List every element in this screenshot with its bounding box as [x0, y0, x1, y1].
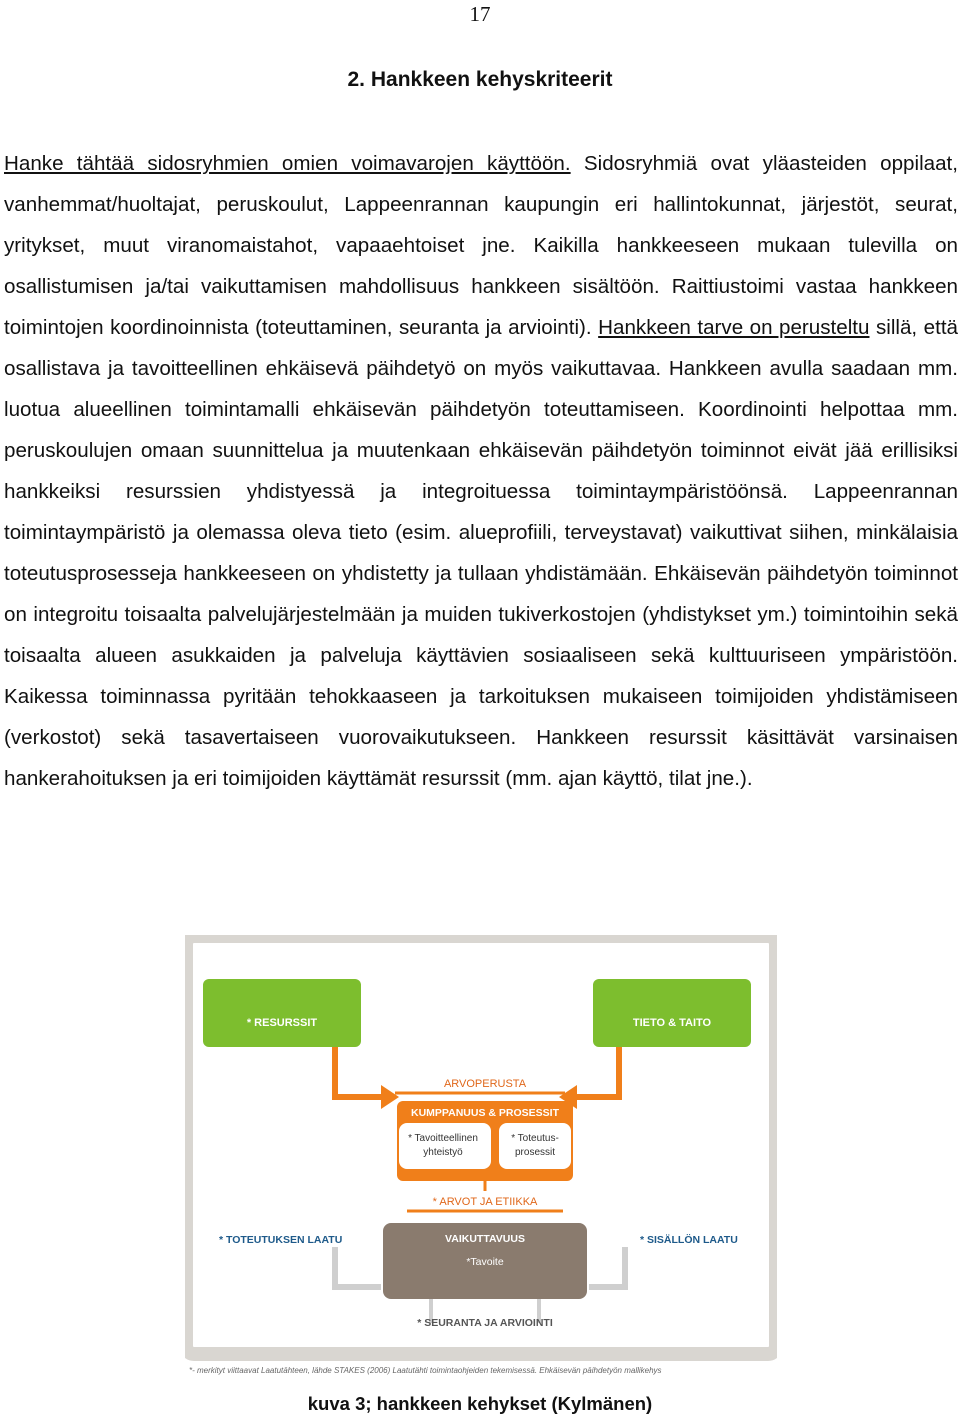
- paragraph-text-1: Sidosryhmiä ovat yläasteiden oppilaat, vanhemmat/huoltajat, peruskoulut, Lappeenrannan kaupungin eri hallintokunnat, järjestöt, seurat, yritykset, muut viranomaistahot, vapaaehtoiset jne. Kaikilla hankkeeseen mukaan tulevilla on osallistumisen ja/tai vaikuttamisen mahdollisuus hankkeen sisältöön. Raittiustoimi vastaa hankkeen toimintojen koordinoinnista (toteuttaminen, seuranta ja arviointi).: [4, 152, 958, 339]
- kumppanuus-label: KUMPPANUUS & PROSESSIT: [411, 1107, 559, 1119]
- tavoitteellinen-label-2: yhteistyö: [423, 1147, 463, 1158]
- underlined-phrase-1: Hanke tähtää sidosryhmien omien voimavarojen käyttöön.: [4, 152, 571, 175]
- toteutus-label-2: prosessit: [514, 1147, 556, 1158]
- figure-footnote: *- merkityt viittaavat Laatutähteen, lähde STAKES (2006) Laatutähti toimintaohjeiden tekemisessä. Ehkäisevän päihdetyön mallikehys: [189, 1366, 662, 1375]
- tavoitteellinen-subbox: [399, 1123, 491, 1169]
- figure-caption: kuva 3; hankkeen kehykset (Kylmänen): [307, 1393, 653, 1414]
- resurssit-box: [203, 979, 361, 1047]
- underlined-phrase-2: Hankkeen tarve on perusteltu: [598, 316, 870, 339]
- tieto-taito-box: [593, 979, 751, 1047]
- seuranta-label: * SEURANTA JA ARVIOINTI: [417, 1317, 553, 1329]
- vaikuttavuus-label: VAIKUTTAVUUS: [445, 1233, 525, 1245]
- body-paragraph: [4, 143, 958, 799]
- tieto-taito-label: TIETO & TAITO: [632, 1017, 712, 1029]
- tavoite-label: *Tavoite: [466, 1256, 504, 1268]
- arvoperusta-label: ARVOPERUSTA: [443, 1078, 527, 1090]
- toteutuksen-laatu-label: * TOTEUTUKSEN LAATU: [219, 1234, 343, 1246]
- sisallon-laatu-label: * SISÄLLÖN LAATU: [640, 1234, 738, 1246]
- section-heading: 2. Hankkeen kehyskriteerit: [347, 68, 613, 91]
- framework-figure: [185, 935, 777, 1382]
- paragraph-text-2: sillä, että osallistava ja tavoitteellinen ehkäisevä päihdetyö on myös vaikuttavaa. Hankkeen avulla saadaan mm. luotua alueellinen toimintamalli ehkäisevän päihdetyön toteuttamiseen. Koordinointi helpottaa mm. peruskoulujen omaan suunnittelua ja muutenkaan ehkäisevän päihdetyön toiminnot eivät jää erillisiksi hankkeiksi resurssien yhdistyessä ja integroituessa toimintaympäristöönsä. Lappeenrannan toimintaympäristö ja olemassa oleva tieto (esim. alueprofiili, terveystavat) vaikuttivat siihen, minkälaisia toteutusprosesseja hankkeeseen on yhdistetty ja tullaan yhdistämään. Ehkäisevän päihdetyön toiminnot on integroitu toisaalta palvelujärjestelmään ja muiden tukiverkostojen (yhdistykset ym.) toimintoihin sekä toisaalta alueen asukkaiden ja palveluja käyttävien sosiaaliseen sekä kulttuuriseen ympäristöön. Kaikessa toiminnassa pyritään tehokkaaseen ja tarkoituksen mukaiseen toimijoiden yhdistämiseen (verkostot) sekä tasavertaiseen vuorovaikutukseen. Hankkeen resurssit käsittävät varsinaisen hankerahoituksen ja eri toimijoiden käyttämät resurssit (mm. ajan käyttö, tilat jne.).: [4, 316, 958, 790]
- toteutus-label-1: * Toteutus-: [511, 1133, 559, 1144]
- page-number: 17: [469, 2, 491, 26]
- toteutus-subbox: [499, 1123, 571, 1169]
- arvot-label: * ARVOT JA ETIIKKA: [432, 1196, 538, 1208]
- tavoitteellinen-label-1: * Tavoitteellinen: [408, 1133, 478, 1144]
- resurssit-label: * RESURSSIT: [246, 1017, 318, 1029]
